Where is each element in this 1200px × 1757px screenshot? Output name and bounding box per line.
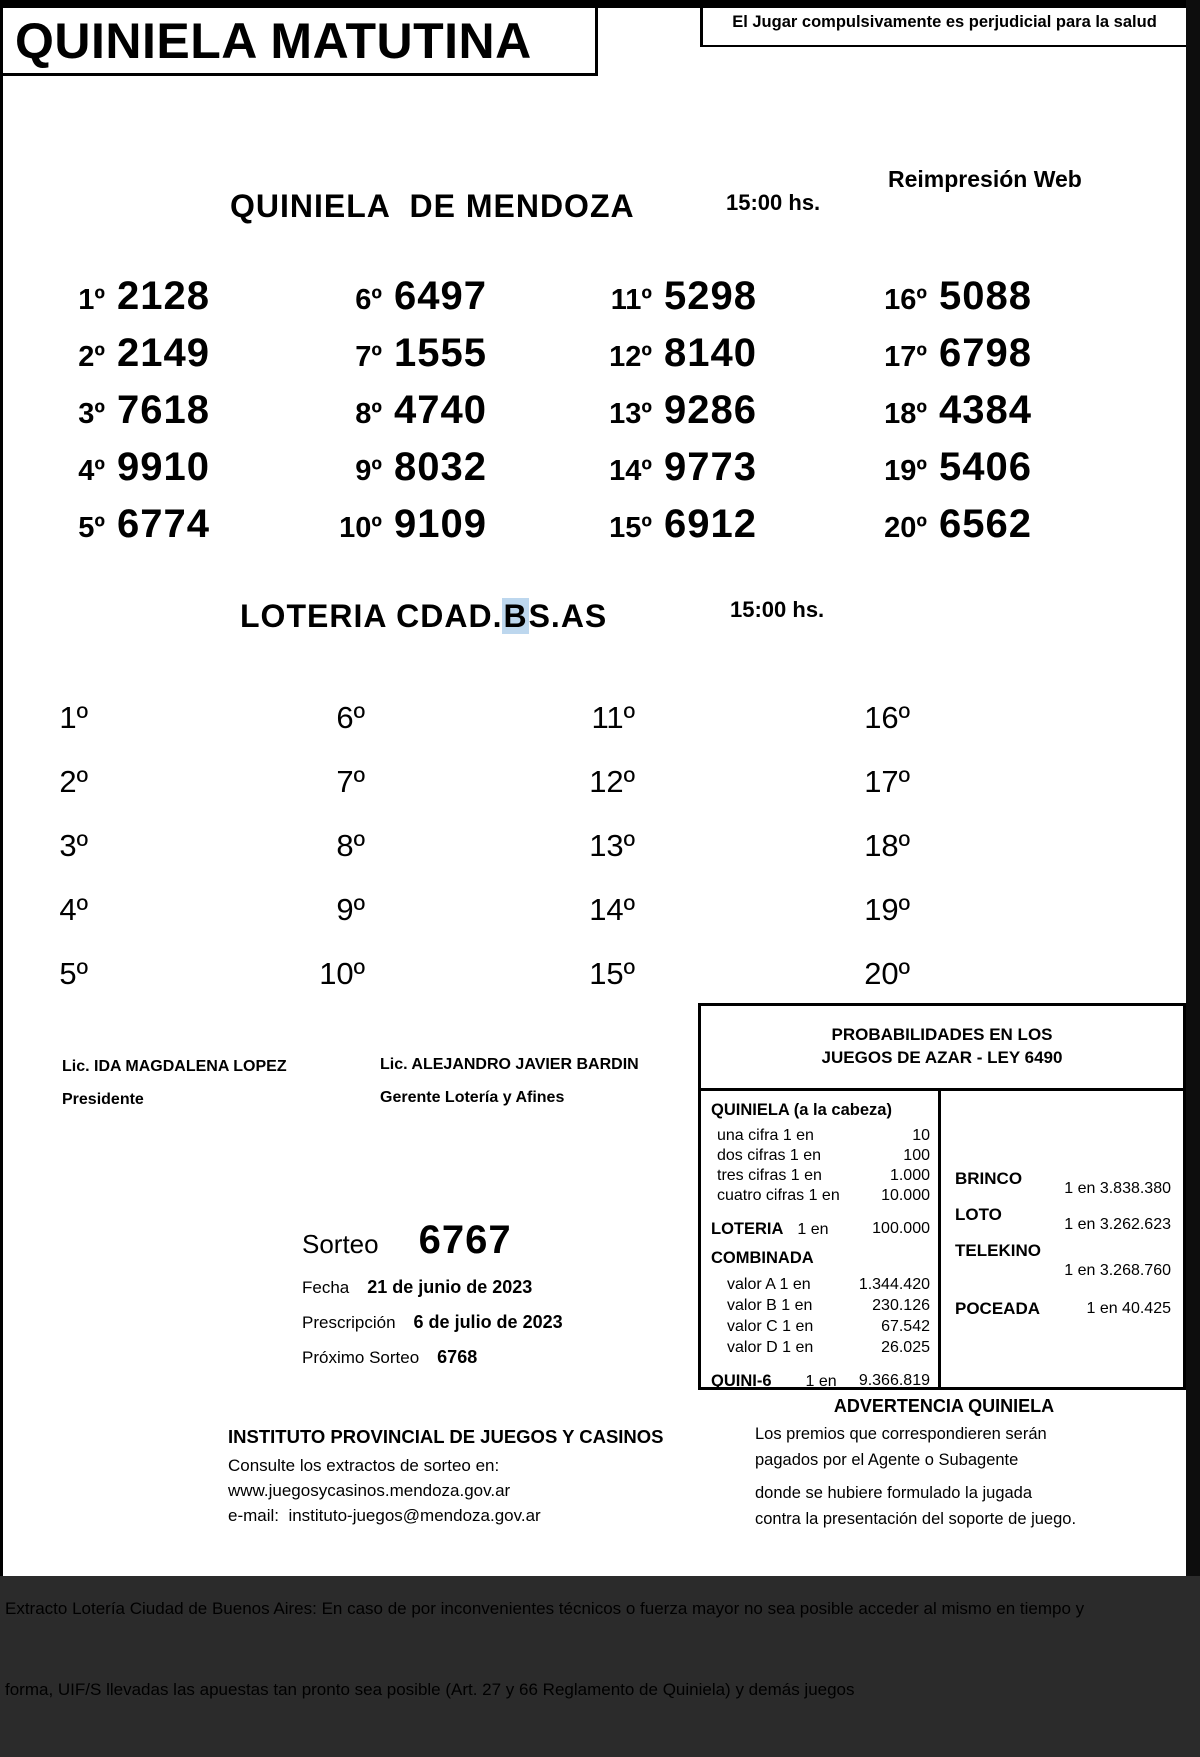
game-odds-row (955, 1241, 1171, 1281)
prescription-value: 6 de julio de 2023 (413, 1312, 563, 1332)
mendoza-result-cell (865, 437, 1032, 494)
result-position: 18º (884, 398, 927, 430)
mendoza-result-cell (865, 266, 1032, 323)
warning-line: Los premios que correspondieren serán (755, 1425, 1047, 1443)
position-label: 20º (864, 956, 910, 991)
warning-line: donde se hubiere formulado la jugada (755, 1484, 1033, 1502)
prescription-row (302, 1312, 563, 1333)
bsas-position-cell (573, 750, 848, 814)
next-draw-row (302, 1347, 563, 1368)
bsas-position-cell (573, 686, 848, 750)
bsas-position-cell (26, 686, 303, 750)
result-number: 6798 (939, 331, 1032, 375)
bsas-draw-time: 15:00 hs. (730, 597, 825, 622)
position-label: 17º (864, 764, 910, 799)
result-position: 20º (884, 512, 927, 544)
quiniela-odds-rows (711, 1126, 930, 1206)
mendoza-result-cell (320, 266, 590, 323)
result-number: 1555 (394, 331, 487, 375)
odds-row (711, 1295, 930, 1316)
result-number: 7618 (117, 388, 210, 432)
mendoza-result-cell (320, 494, 590, 551)
mendoza-draw-time: 15:00 hs. (726, 190, 821, 215)
result-number: 2128 (117, 274, 210, 318)
game-odds-row (955, 1169, 1171, 1197)
game-name: LOTO (955, 1205, 1002, 1224)
mendoza-result-cell (590, 266, 865, 323)
odds-label: valor A 1 en (727, 1276, 811, 1293)
official-manager (380, 1056, 639, 1107)
position-label: 1º (59, 700, 88, 735)
position-label: 3º (59, 828, 88, 863)
result-number: 6497 (394, 274, 487, 318)
odds-row (711, 1186, 930, 1206)
bsas-position-cell (303, 814, 573, 878)
position-label: 5º (59, 956, 88, 991)
draw-number-row (302, 1218, 563, 1263)
quini6-odds-value: 9.366.819 (858, 1372, 930, 1389)
bsas-title-suffix: S.AS (528, 598, 608, 634)
draw-number: 6767 (418, 1218, 512, 1262)
mendoza-result-cell (43, 437, 320, 494)
page-right-edge (1186, 0, 1200, 1576)
odds-label: valor C 1 en (727, 1318, 814, 1335)
next-draw-label: Próximo Sorteo (302, 1348, 420, 1367)
position-label: 18º (864, 828, 910, 863)
mendoza-result-cell (590, 323, 865, 380)
position-label: 19º (864, 892, 910, 927)
result-position: 13º (609, 398, 652, 430)
mendoza-section-title: QUINIELA DE MENDOZA (230, 188, 635, 224)
odds-row (711, 1166, 930, 1186)
page-left-border (0, 0, 3, 1576)
page-title: QUINIELA MATUTINA (15, 13, 532, 69)
quiniela-odds-header: QUINIELA (a la cabeza) (711, 1101, 892, 1119)
odds-value: 26.025 (881, 1339, 930, 1356)
result-position: 15º (609, 512, 652, 544)
draw-info-block (302, 1218, 563, 1368)
mendoza-result-cell (320, 437, 590, 494)
game-odds-value: 1 en 3.268.760 (1064, 1262, 1171, 1279)
mendoza-result-cell (590, 380, 865, 437)
result-position: 2º (78, 341, 105, 373)
mendoza-results-grid (43, 266, 1032, 551)
odds-label: tres cifras 1 en (717, 1167, 822, 1184)
reprint-label: Reimpresión Web (888, 166, 1082, 192)
result-position: 9º (355, 455, 382, 487)
game-name: TELEKINO (955, 1241, 1041, 1260)
odds-value: 1.344.420 (858, 1276, 930, 1293)
bsas-position-cell (573, 814, 848, 878)
bsas-position-cell (303, 686, 573, 750)
result-number: 6912 (664, 502, 757, 546)
bsas-title-prefix: LOTERIA CDAD. (240, 598, 503, 634)
bsas-position-cell (848, 814, 910, 878)
odds-row (711, 1337, 930, 1358)
bsas-title-highlight: B (503, 598, 528, 634)
result-position: 7º (355, 341, 382, 373)
official-president (62, 1058, 287, 1109)
result-number: 4740 (394, 388, 487, 432)
institute-line: www.juegosycasinos.mendoza.gov.ar (228, 1481, 511, 1500)
quini6-label: QUINI-6 (711, 1372, 772, 1390)
draw-date-label: Fecha (302, 1278, 350, 1297)
result-number: 5406 (939, 445, 1032, 489)
odds-label: dos cifras 1 en (717, 1147, 822, 1164)
result-position: 17º (884, 341, 927, 373)
position-label: 14º (589, 892, 635, 927)
bsas-position-cell (26, 878, 303, 942)
draw-label: Sorteo (302, 1229, 379, 1259)
odds-value: 1.000 (889, 1167, 930, 1184)
game-odds-value: 1 en 3.262.623 (1064, 1216, 1171, 1233)
odds-label: valor B 1 en (727, 1297, 813, 1314)
result-position: 4º (78, 455, 105, 487)
footer-disclaimer (5, 1541, 1183, 1757)
probabilities-title-line1: PROBABILIDADES EN LOS (831, 1025, 1053, 1044)
odds-row (711, 1146, 930, 1166)
result-number: 8140 (664, 331, 757, 375)
game-odds-value: 1 en 3.838.380 (1064, 1180, 1171, 1197)
mendoza-result-cell (320, 380, 590, 437)
game-odds-value: 1 en 40.425 (1086, 1300, 1171, 1317)
result-number: 5298 (664, 274, 757, 318)
result-position: 10º (339, 512, 382, 544)
result-position: 5º (78, 512, 105, 544)
mendoza-result-cell (865, 323, 1032, 380)
loteria-label: LOTERIA (711, 1220, 784, 1238)
game-name: POCEADA (955, 1299, 1041, 1318)
mendoza-result-cell (865, 380, 1032, 437)
position-label: 11º (591, 700, 635, 735)
odds-label: una cifra 1 en (717, 1127, 814, 1144)
result-number: 6562 (939, 502, 1032, 546)
mendoza-result-cell (43, 323, 320, 380)
odds-value: 10 (912, 1127, 930, 1144)
position-label: 10º (319, 956, 365, 991)
bsas-position-cell (848, 942, 910, 1006)
quini6-odds-row (711, 1371, 930, 1392)
bsas-section-title (240, 598, 607, 635)
loteria-odds-value: 100.000 (872, 1220, 930, 1237)
odds-row (711, 1274, 930, 1295)
warning-line: pagados por el Agente o Subagente (755, 1451, 1019, 1469)
footer-line-1: Extracto Lotería Ciudad de Buenos Aires: En caso de por inconvenientes técnicos o fuerza mayor no sea posible acceder al mismo en tiempo y (5, 1599, 1085, 1618)
draw-date-value: 21 de junio de 2023 (367, 1277, 533, 1297)
combinada-odds-rows (711, 1274, 930, 1358)
odds-value: 67.542 (881, 1318, 930, 1335)
institute-line: Consulte los extractos de sorteo en: (228, 1456, 500, 1475)
result-position: 3º (78, 398, 105, 430)
bsas-position-cell (26, 814, 303, 878)
odds-value: 100 (903, 1147, 930, 1164)
institute-title: INSTITUTO PROVINCIAL DE JUEGOS Y CASINOS (228, 1426, 664, 1447)
result-number: 9910 (117, 445, 210, 489)
bsas-position-cell (573, 878, 848, 942)
next-draw-value: 6768 (437, 1347, 478, 1367)
mendoza-result-cell (590, 494, 865, 551)
loteria-odds-row (711, 1219, 930, 1240)
odds-row (711, 1316, 930, 1337)
mendoza-result-cell (590, 437, 865, 494)
bsas-position-cell (848, 686, 910, 750)
position-label: 13º (589, 828, 635, 863)
institute-block (228, 1426, 708, 1528)
result-number: 4384 (939, 388, 1032, 432)
game-odds-row (955, 1205, 1171, 1233)
result-number: 8032 (394, 445, 487, 489)
result-number: 9773 (664, 445, 757, 489)
title-box (3, 0, 598, 76)
footer-line-2: forma, UIF/S llevadas las apuestas tan pronto sea posible (Art. 27 y 66 Reglamento de Quiniela) y demás juegos (5, 1680, 855, 1699)
bsas-position-cell (303, 750, 573, 814)
position-label: 16º (864, 700, 910, 735)
result-number: 5088 (939, 274, 1032, 318)
result-position: 19º (884, 455, 927, 487)
official-name: Lic. IDA MAGDALENA LOPEZ (62, 1058, 287, 1075)
position-label: 15º (589, 956, 635, 991)
position-label: 6º (336, 700, 365, 735)
official-role: Presidente (62, 1091, 144, 1108)
position-label: 9º (336, 892, 365, 927)
quini6-odds-prefix: 1 en (805, 1373, 837, 1390)
result-position: 12º (609, 341, 652, 373)
position-label: 2º (59, 764, 88, 799)
official-role: Gerente Lotería y Afines (380, 1089, 565, 1106)
quiniela-warning-block (700, 1396, 1188, 1532)
warning-line: contra la presentación del soporte de juego. (755, 1510, 1077, 1528)
mendoza-result-cell (43, 266, 320, 323)
result-position: 8º (355, 398, 382, 430)
odds-value: 10.000 (881, 1187, 930, 1204)
game-odds-row (955, 1299, 1171, 1319)
result-number: 2149 (117, 331, 210, 375)
combinada-header: COMBINADA (711, 1249, 814, 1267)
position-label: 8º (336, 828, 365, 863)
game-name: BRINCO (955, 1169, 1023, 1188)
mendoza-result-cell (43, 380, 320, 437)
mendoza-result-cell (320, 323, 590, 380)
result-position: 6º (355, 284, 382, 316)
odds-value: 230.126 (872, 1297, 930, 1314)
institute-contact-lines (228, 1453, 708, 1528)
probabilities-right-column (941, 1091, 1183, 1387)
bsas-position-cell (573, 942, 848, 1006)
official-name: Lic. ALEJANDRO JAVIER BARDIN (380, 1056, 639, 1073)
quiniela-warning-text (700, 1421, 1188, 1532)
bsas-position-cell (848, 750, 910, 814)
bsas-position-cell (26, 942, 303, 1006)
result-number: 9109 (394, 502, 487, 546)
bsas-position-cell (303, 878, 573, 942)
result-position: 16º (884, 284, 927, 316)
result-number: 9286 (664, 388, 757, 432)
probabilities-left-column (701, 1091, 938, 1390)
probabilities-title (701, 1006, 1183, 1069)
position-label: 7º (336, 764, 365, 799)
probabilities-box (698, 1003, 1186, 1390)
quiniela-warning-title: ADVERTENCIA QUINIELA (833, 1396, 1055, 1416)
mendoza-result-cell (43, 494, 320, 551)
bsas-position-cell (303, 942, 573, 1006)
bsas-position-cell (848, 878, 910, 942)
prescription-label: Prescripción (302, 1313, 396, 1332)
probabilities-title-line2: JUEGOS DE AZAR - LEY 6490 (821, 1048, 1063, 1067)
mendoza-result-cell (865, 494, 1032, 551)
health-warning-box (700, 0, 1186, 47)
odds-label: cuatro cifras 1 en (717, 1187, 840, 1204)
loteria-odds-prefix: 1 en (797, 1221, 829, 1238)
institute-line: e-mail: instituto-juegos@mendoza.gov.ar (228, 1506, 541, 1525)
health-warning-text: El Jugar compulsivamente es perjudicial para la salud (732, 13, 1157, 31)
bsas-positions-grid (26, 686, 910, 1006)
position-label: 4º (59, 892, 88, 927)
odds-label: valor D 1 en (727, 1339, 814, 1356)
position-label: 12º (589, 764, 635, 799)
draw-date-row (302, 1277, 563, 1298)
result-position: 11º (610, 284, 652, 316)
result-number: 6774 (117, 502, 210, 546)
bsas-position-cell (26, 750, 303, 814)
result-position: 14º (609, 455, 652, 487)
odds-row (711, 1126, 930, 1146)
result-position: 1º (78, 284, 105, 316)
